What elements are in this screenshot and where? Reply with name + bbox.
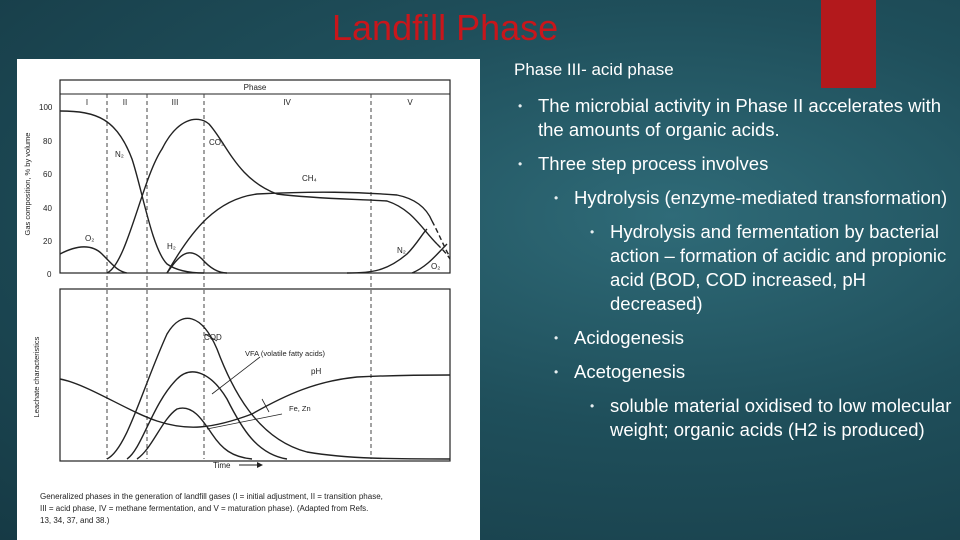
- bullet-dot-icon: •: [518, 157, 523, 171]
- bullet-dot-icon: •: [554, 191, 559, 205]
- phase-label-3: III: [171, 98, 179, 107]
- bullet-text: The microbial activity in Phase II accelerates with the amounts of organic acids.: [538, 95, 942, 140]
- caption-line-3: 13, 34, 37, and 38.): [40, 516, 110, 525]
- slide-content: [514, 58, 954, 452]
- phase-label-2: II: [122, 98, 128, 107]
- label-fe-zn: Fe, Zn: [289, 404, 311, 413]
- bullet-dot-icon: •: [554, 331, 559, 345]
- bullet-2: [514, 152, 954, 176]
- label-o2-right: O₂: [431, 262, 441, 271]
- gas-chart-frame: [60, 80, 450, 273]
- phase-label-5: V: [407, 98, 413, 107]
- y-tick-100: 100: [39, 103, 53, 112]
- bullet-dot-icon: •: [518, 99, 523, 113]
- caption-line-2: III = acid phase, IV = methane fermentation, and V = maturation phase). (Adapted from Refs.: [40, 504, 369, 513]
- label-ch4: CH₄: [302, 174, 317, 183]
- bullet-text: Three step process involves: [538, 153, 769, 174]
- bullet-text: soluble material oxidised to low molecular weight; organic acids (H2 is produced): [610, 395, 952, 440]
- bullet-text: Hydrolysis and fermentation by bacterial action – formation of acidic and propionic acid (BOD, COD increased, pH decreased): [610, 221, 947, 314]
- o2-curve-left: [60, 247, 127, 273]
- y-tick-60: 60: [43, 170, 52, 179]
- label-o2-left: O₂: [85, 234, 95, 243]
- section-heading: Phase III- acid phase: [514, 60, 674, 79]
- y-tick-40: 40: [43, 204, 52, 213]
- bullet-1: [514, 94, 954, 142]
- x-axis-label: Time: [213, 461, 231, 470]
- phase-header: Phase: [243, 83, 267, 92]
- bullet-6: [514, 360, 954, 384]
- vfa-curve: [127, 372, 287, 459]
- ch4-curve: [167, 192, 432, 273]
- fezn-curve: [137, 408, 252, 459]
- bullet-dot-icon: •: [590, 225, 595, 239]
- h2-curve: [167, 253, 227, 273]
- co2-curve: [107, 119, 437, 273]
- gas-y-axis-label: Gas composition, % by volume: [23, 132, 32, 236]
- label-n2: N₂: [115, 150, 124, 159]
- leachate-chart-frame: [60, 289, 450, 461]
- bullet-5: [514, 326, 954, 350]
- slide-title: Landfill Phase: [332, 7, 559, 48]
- bullet-3: [514, 186, 954, 210]
- cod-curve: [107, 318, 450, 459]
- bullet-7: [514, 394, 954, 442]
- caption-line-1: Generalized phases in the generation of landfill gases (I = initial adjustment, II = transition phase,: [40, 492, 383, 501]
- bullet-text: Acidogenesis: [574, 327, 685, 348]
- bullet-text: Hydrolysis (enzyme-mediated transformation): [574, 187, 948, 208]
- phase-label-1: I: [85, 98, 89, 107]
- y-tick-0: 0: [47, 270, 52, 279]
- bullet-4: [514, 220, 954, 316]
- y-tick-20: 20: [43, 237, 52, 246]
- phase-label-4: IV: [283, 98, 291, 107]
- bullet-dot-icon: •: [554, 365, 559, 379]
- o2-right-curve: [412, 244, 447, 273]
- n2-right-curve: [347, 229, 427, 273]
- label-n2-right: N₂: [397, 246, 406, 255]
- label-h2: H₂: [167, 242, 176, 251]
- landfill-phases-figure: [17, 59, 480, 540]
- phase-dividers: [107, 94, 371, 459]
- leachate-y-axis-label: Leachate characteristics: [32, 336, 41, 418]
- label-ph: pH: [311, 367, 322, 376]
- label-cod: COD: [204, 333, 222, 342]
- bullet-text: Acetogenesis: [574, 361, 686, 382]
- label-co2: CO₂: [209, 138, 225, 147]
- bullet-dot-icon: •: [590, 399, 595, 413]
- y-tick-80: 80: [43, 137, 52, 146]
- label-vfa: VFA (volatile fatty acids): [245, 349, 326, 358]
